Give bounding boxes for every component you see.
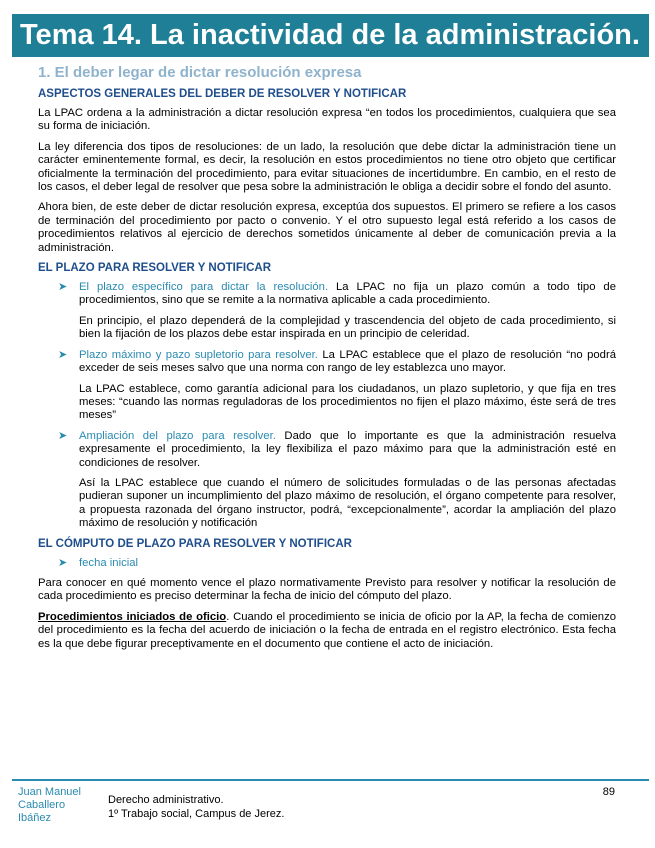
bullet-label: Plazo máximo y pazo supletorio para resolver. — [79, 348, 318, 361]
bullet-label: Ampliación del plazo para resolver. — [79, 429, 276, 442]
footer-author — [18, 786, 103, 825]
computation-list — [38, 557, 616, 570]
list-item — [38, 349, 616, 423]
paragraph-text: . Cuando el procedimiento se inicia de oficio por la AP, la fecha de comienzo del procedimiento es la fecha del acuerdo de iniciación o la fecha de entrada en el registro electrónico. Esta fecha es la que debe figurar preceptivamente en el documento que contiene el acto de iniciación. — [38, 610, 617, 650]
paragraph: Ahora bien, de este deber de dictar resolución expresa, exceptúa dos supuestos. El primero se refiere a los casos de terminación del procedimiento por pacto o convenio. Y el otro supuesto legal está referido a los casos de procedimientos relativos al ejercicio de derechos sometidos únicamente al deber de comunicación previa a la administración. — [38, 201, 616, 254]
list-item — [38, 557, 616, 570]
arrow-bullet-icon: ➤ — [58, 429, 68, 442]
heading-deadline: EL PLAZO PARA RESOLVER Y NOTIFICAR — [38, 262, 272, 275]
heading-general-aspects: ASPECTOS GENERALES DEL DEBER DE RESOLVER Y NOTIFICAR — [38, 88, 407, 100]
bullet-label: fecha inicial — [79, 556, 139, 569]
page-title: Tema 14. La inactividad de la administración. — [12, 14, 649, 57]
paragraph: La ley diferencia dos tipos de resoluciones: de un lado, la resolución que debe dictar la administración tiene un carácter eminentemente formal, es decir, la resolución en estos procedimientos no tiene otro objeto que certificar oficialmente la terminación del procedimiento, para evitar situaciones de incertidumbre. En cambio, en el resto de los casos, el deber legal de resolver que pesa sobre la administración le obliga a decidir sobre el fondo del asunto. — [38, 140, 616, 194]
paragraph — [38, 611, 616, 651]
deadline-list — [38, 281, 616, 531]
author-line: Juan Manuel — [18, 786, 81, 798]
document-body — [38, 64, 616, 658]
author-line: Ibáñez — [18, 812, 52, 824]
bullet-text: Dado que lo importante es que la administración resuelva expresamente el procedimiento, la ley flexibiliza el pazo máximo para que la administración esté en condiciones de resolver. — [79, 429, 617, 469]
footer-line: Derecho administrativo. — [108, 794, 224, 806]
bullet-text: La LPAC establece que el plazo de resolución “no podrá exceder de seis meses salvo que una norma con rango de ley establezca uno mayor. — [79, 348, 616, 375]
footer-course — [108, 793, 284, 821]
bullet-text: La LPAC no fija un plazo común a todo tipo de procedimientos, sino que se remite a la normativa aplicable a cada procedimiento. — [79, 281, 616, 307]
heading-computation: EL CÓMPUTO DE PLAZO PARA RESOLVER Y NOTIFICAR — [38, 537, 352, 550]
bullet-paragraph: La LPAC establece, como garantía adicional para los ciudadanos, un plazo supletorio, y que fija en tres meses: “cuando las normas reguladoras de los procedimientos no fijen el plazo máximo, éste será de tres meses” — [79, 382, 616, 422]
author-line: Caballero — [18, 799, 66, 811]
footer-divider — [12, 779, 649, 781]
bullet-paragraph: Así la LPAC establece que cuando el número de solicitudes formuladas o de las personas afectadas pudieran suponer un incumplimiento del plazo máximo de resolución, el órgano competente para resolver, a propuesta razonada del órgano instructor, podrá, “excepcionalmente”, acordar la ampliación del plazo máximo de resolución y notificación — [79, 476, 616, 530]
list-item — [38, 430, 616, 531]
paragraph: La LPAC ordena a la administración a dictar resolución expresa “en todos los procedimientos, cualquiera que sea su forma de iniciación. — [38, 107, 616, 133]
section-title: 1. El deber legar de dictar resolución expresa — [38, 64, 362, 81]
page-number: 89 — [602, 786, 615, 798]
underlined-term: Procedimientos iniciados de oficio — [38, 610, 227, 623]
bullet-label: El plazo específico para dictar la resolución. — [79, 281, 329, 294]
bullet-paragraph: En principio, el plazo dependerá de la complejidad y trascendencia del objeto de cada procedimiento, si bien la fijación de los plazos debe estar inspirada en un principio de celeridad. — [79, 314, 616, 341]
list-item — [38, 281, 616, 342]
paragraph: Para conocer en qué momento vence el plazo normativamente Previsto para resolver y notificar la resolución de cada procedimiento es preciso determinar la fecha de inicio del cómputo del plazo. — [38, 576, 616, 603]
footer-line: 1º Trabajo social, Campus de Jerez. — [108, 808, 285, 820]
arrow-bullet-icon: ➤ — [58, 281, 68, 294]
arrow-bullet-icon: ➤ — [58, 348, 68, 361]
arrow-bullet-icon: ➤ — [58, 556, 68, 569]
